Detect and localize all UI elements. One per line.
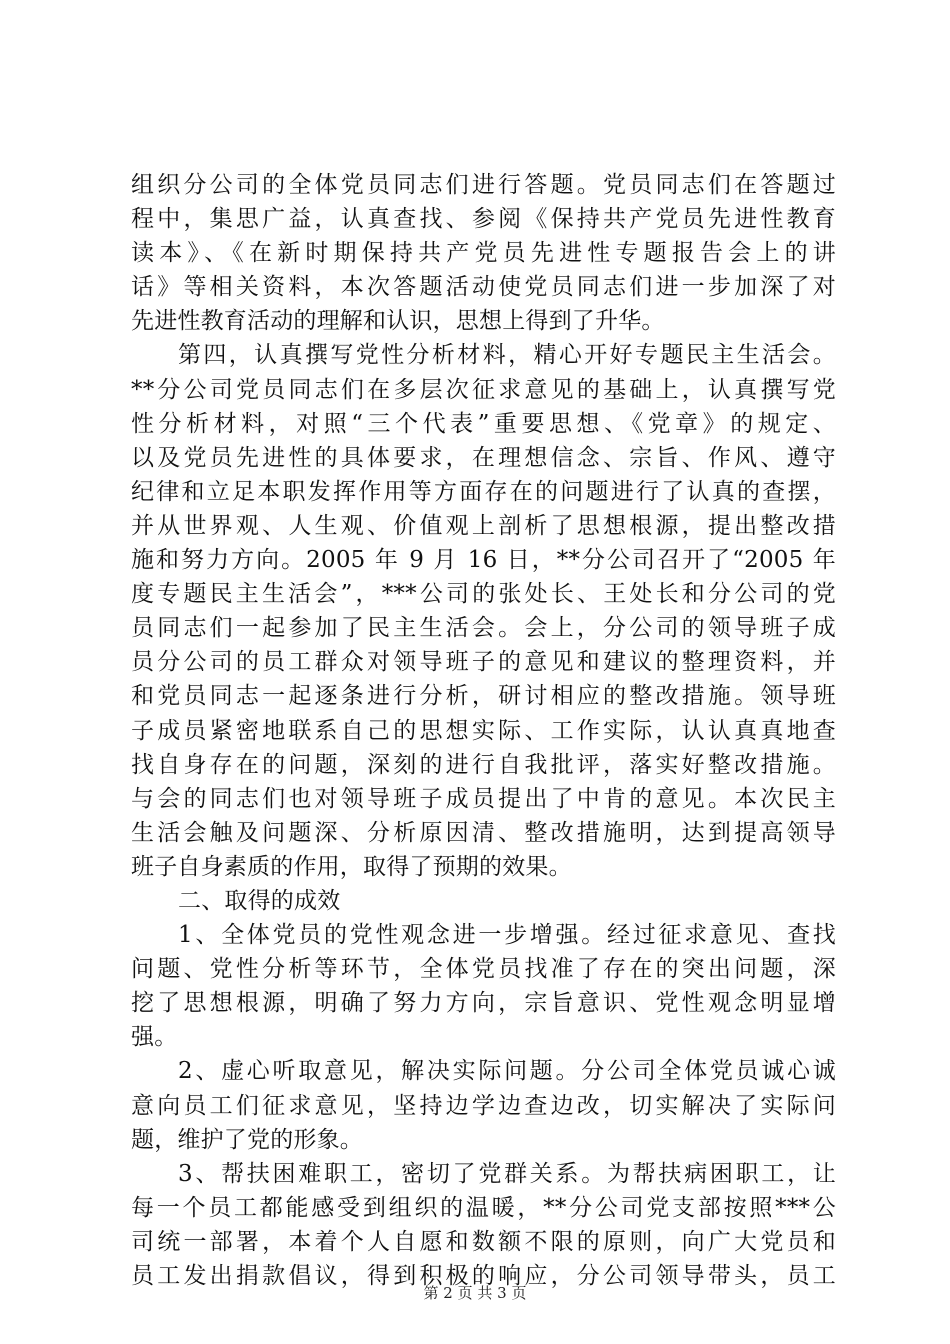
text-line: 组织分公司的全体党员同志们进行答题。党员同志们在答题过 (131, 172, 836, 198)
text-line: 题，维护了党的形象。 (131, 1126, 363, 1153)
text-line: 并从世界观、人生观、价值观上剖析了思想根源，提出整改措 (131, 512, 836, 539)
text-line: 先进性教育活动的理解和认识，思想上得到了升华。 (131, 308, 665, 335)
section-heading: 二、取得的成效 (178, 887, 341, 914)
text-line: **分公司党员同志们在多层次征求意见的基础上，认真撰写党 (131, 376, 836, 403)
text-line: 程中，集思广益，认真查找、参阅《保持共产党员先进性教育 (131, 206, 836, 233)
text-line: 3、帮扶困难职工，密切了党群关系。为帮扶病困职工，让 (178, 1160, 836, 1187)
text-line: 员工发出捐款倡议，得到积极的响应，分公司领导带头，员工 (131, 1263, 836, 1289)
text-line: 性分析材料，对照“三个代表”重要思想、《党章》的规定、 (131, 410, 836, 437)
text-line: 度专题民主生活会”，***公司的张处长、王处长和分公司的党 (131, 581, 836, 608)
text-line: 与会的同志们也对领导班子成员提出了中肯的意见。本次民主 (131, 785, 836, 812)
text-line: 挖了思想根源，明确了努力方向，宗旨意识、党性观念明显增 (131, 990, 836, 1017)
text-line: 问题、党性分析等环节，全体党员找准了存在的突出问题，深 (131, 956, 836, 983)
text-line: 子成员紧密地联系自己的思想实际、工作实际，认认真真地查 (131, 717, 836, 744)
text-line: 和党员同志一起逐条进行分析，研讨相应的整改措施。领导班 (131, 683, 836, 710)
text-line: 班子自身素质的作用，取得了预期的效果。 (131, 853, 572, 880)
text-line: 1、全体党员的党性观念进一步增强。经过征求意见、查找 (178, 922, 836, 949)
text-line: 找自身存在的问题，深刻的进行自我批评，落实好整改措施。 (131, 751, 836, 778)
text-line: 员同志们一起参加了民主生活会。会上，分公司的领导班子成 (131, 615, 836, 642)
text-line: 员分公司的员工群众对领导班子的意见和建议的整理资料，并 (131, 649, 836, 676)
text-line: 纪律和立足本职发挥作用等方面存在的问题进行了认真的查摆， (131, 478, 836, 505)
page-number-footer: 第 2 页 共 3 页 (423, 1284, 527, 1302)
text-line: 司统一部署，本着个人自愿和数额不限的原则，向广大党员和 (131, 1228, 836, 1255)
text-line: 以及党员先进性的具体要求，在理想信念、宗旨、作风、遵守 (131, 444, 836, 471)
text-line: 强。 (131, 1024, 178, 1051)
body-text (131, 168, 836, 1293)
text-line: 第四，认真撰写党性分析材料，精心开好专题民主生活会。 (178, 342, 836, 369)
text-line: 施和努力方向。2005 年 9 月 16 日，**分公司召开了“2005 年 (131, 547, 836, 574)
text-line: 话》等相关资料，本次答题活动使党员同志们进一步加深了对 (131, 274, 836, 301)
text-line: 意向员工们征求意见，坚持边学边查边改，切实解决了实际问 (131, 1092, 836, 1119)
text-line: 2、虚心听取意见，解决实际问题。分公司全体党员诚心诚 (178, 1058, 836, 1085)
text-line: 每一个员工都能感受到组织的温暖，**分公司党支部按照***公 (131, 1194, 836, 1221)
text-line: 生活会触及问题深、分析原因清、整改措施明，达到提高领导 (131, 819, 836, 846)
text-line: 读本》、《在新时期保持共产党员先进性专题报告会上的讲 (131, 240, 836, 267)
